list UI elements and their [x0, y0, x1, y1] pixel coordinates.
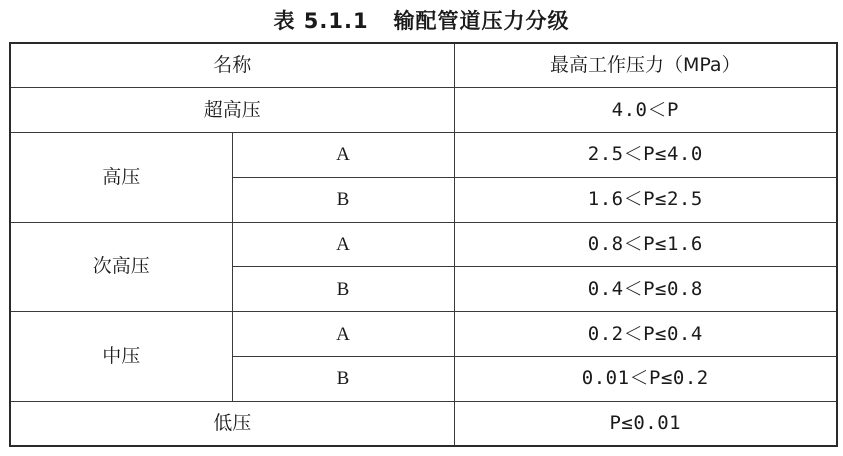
- range-low: P≤0.01: [454, 401, 837, 446]
- class-super-high: 超高压: [10, 88, 454, 133]
- class-sub-high: 次高压: [10, 222, 232, 312]
- subclass-high-b: B: [232, 177, 454, 222]
- table-row: [10, 133, 837, 178]
- table-title: 表 5.1.1 输配管道压力分级: [273, 9, 570, 33]
- subclass-high-a: A: [232, 133, 454, 178]
- table-row: [10, 401, 837, 446]
- subclass-sub-high-a: A: [232, 222, 454, 267]
- range-high-a: 2.5＜P≤4.0: [454, 133, 837, 178]
- header-name: 名称: [10, 43, 454, 88]
- subclass-medium-b: B: [232, 357, 454, 402]
- class-low: 低压: [10, 401, 454, 446]
- pressure-classification-table: [9, 42, 838, 447]
- class-high: 高压: [10, 133, 232, 223]
- header-row: [10, 43, 837, 88]
- header-pressure: 最高工作压力（MPa）: [454, 43, 837, 88]
- table-row: [10, 222, 837, 267]
- range-sub-high-b: 0.4＜P≤0.8: [454, 267, 837, 312]
- range-sub-high-a: 0.8＜P≤1.6: [454, 222, 837, 267]
- range-high-b: 1.6＜P≤2.5: [454, 177, 837, 222]
- table-row: [10, 88, 837, 133]
- table-row: [10, 312, 837, 357]
- class-medium: 中压: [10, 312, 232, 402]
- range-medium-a: 0.2＜P≤0.4: [454, 312, 837, 357]
- subclass-sub-high-b: B: [232, 267, 454, 312]
- subclass-medium-a: A: [232, 312, 454, 357]
- range-medium-b: 0.01＜P≤0.2: [454, 357, 837, 402]
- range-super-high: 4.0＜P: [454, 88, 837, 133]
